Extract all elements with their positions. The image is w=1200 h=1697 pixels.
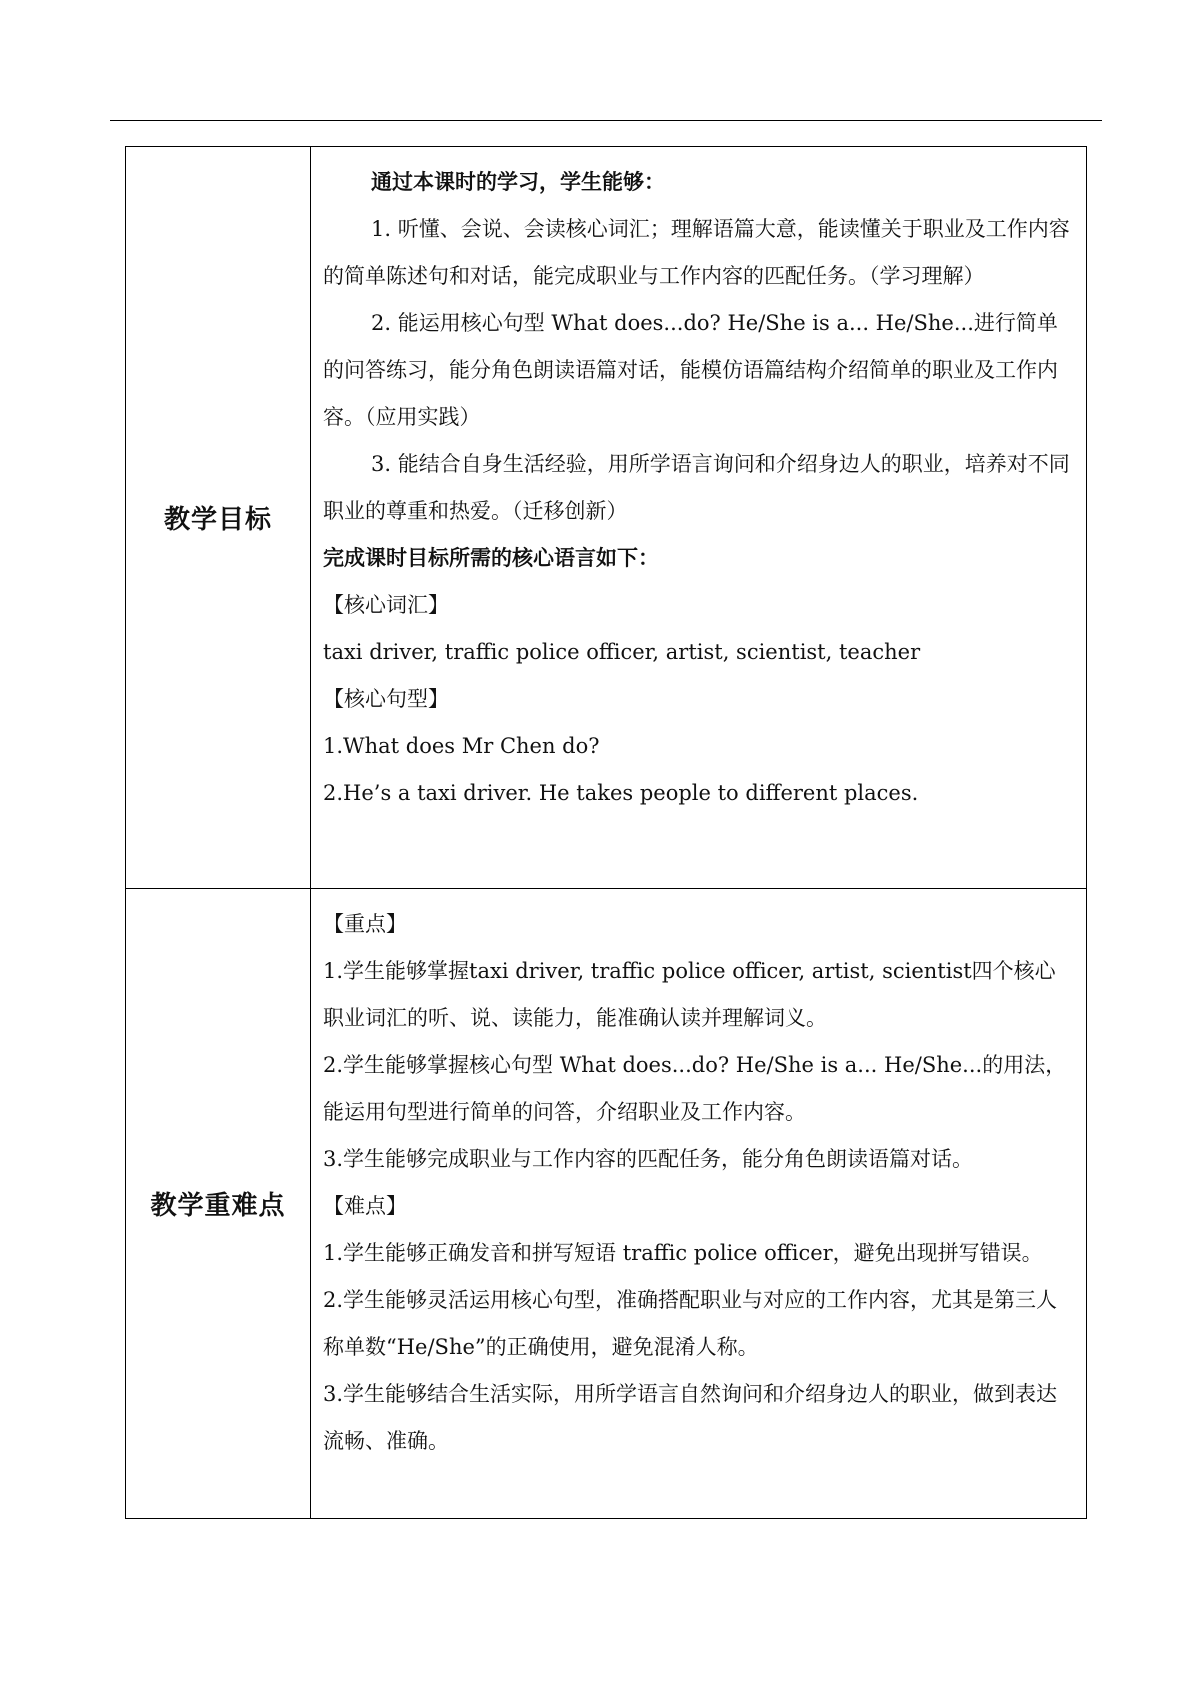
key-points-row — [126, 889, 1087, 1519]
objective-item-1: 1. 听懂、会说、会读核心词汇；理解语篇大意，能读懂关于职业及工作内容的简单陈述句和对话，能完成职业与工作内容的匹配任务。（学习理解） — [323, 217, 1070, 288]
objective-item-3: 3. 能结合自身生活经验，用所学语言询问和介绍身边人的职业，培养对不同职业的尊重和热爱。（迁移创新） — [323, 452, 1070, 523]
objectives-row — [126, 147, 1087, 889]
vocab-heading: 【核心词汇】 — [323, 593, 449, 617]
lesson-plan-table — [125, 146, 1087, 1519]
focus-heading: 【重点】 — [323, 912, 407, 936]
header-rule — [110, 120, 1102, 121]
sentence-item-1: 1.What does Mr Chen do? — [323, 734, 600, 758]
objective-item-2: 2. 能运用核心句型 What does...do? He/She is a... He/She...进行简单的问答练习，能分角色朗读语篇对话，能模仿语篇结构介绍简单的职业及工作内容。（应用实践） — [323, 311, 1058, 429]
difficulty-item-2: 2.学生能够灵活运用核心句型，准确搭配职业与对应的工作内容，尤其是第三人称单数“He/She”的正确使用，避免混淆人称。 — [323, 1288, 1058, 1359]
focus-item-2: 2.学生能够掌握核心句型 What does...do? He/She is a... He/She...的用法，能运用句型进行简单的问答，介绍职业及工作内容。 — [323, 1053, 1067, 1124]
difficulty-heading: 【难点】 — [323, 1194, 407, 1218]
focus-item-3: 3.学生能够完成职业与工作内容的匹配任务，能分角色朗读语篇对话。 — [323, 1147, 974, 1171]
objectives-content — [311, 147, 1087, 889]
key-points-label: 教学重难点 — [126, 889, 311, 1519]
objectives-intro: 通过本课时的学习，学生能够： — [371, 170, 665, 194]
vocab-list: taxi driver, traffic police officer, artist, scientist, teacher — [323, 640, 921, 664]
sentences-heading: 【核心句型】 — [323, 687, 449, 711]
difficulty-item-1: 1.学生能够正确发音和拼写短语 traffic police officer，避免出现拼写错误。 — [323, 1241, 1043, 1265]
core-language-heading: 完成课时目标所需的核心语言如下： — [323, 546, 659, 570]
objectives-label: 教学目标 — [126, 147, 311, 889]
sentence-item-2: 2.He’s a taxi driver. He takes people to different places. — [323, 781, 919, 805]
key-points-content — [311, 889, 1087, 1519]
difficulty-item-3: 3.学生能够结合生活实际，用所学语言自然询问和介绍身边人的职业，做到表达流畅、准确。 — [323, 1382, 1058, 1453]
focus-item-1: 1.学生能够掌握taxi driver, traffic police officer, artist, scientist四个核心职业词汇的听、说、读能力，能准确认读并理解词义。 — [323, 959, 1056, 1030]
